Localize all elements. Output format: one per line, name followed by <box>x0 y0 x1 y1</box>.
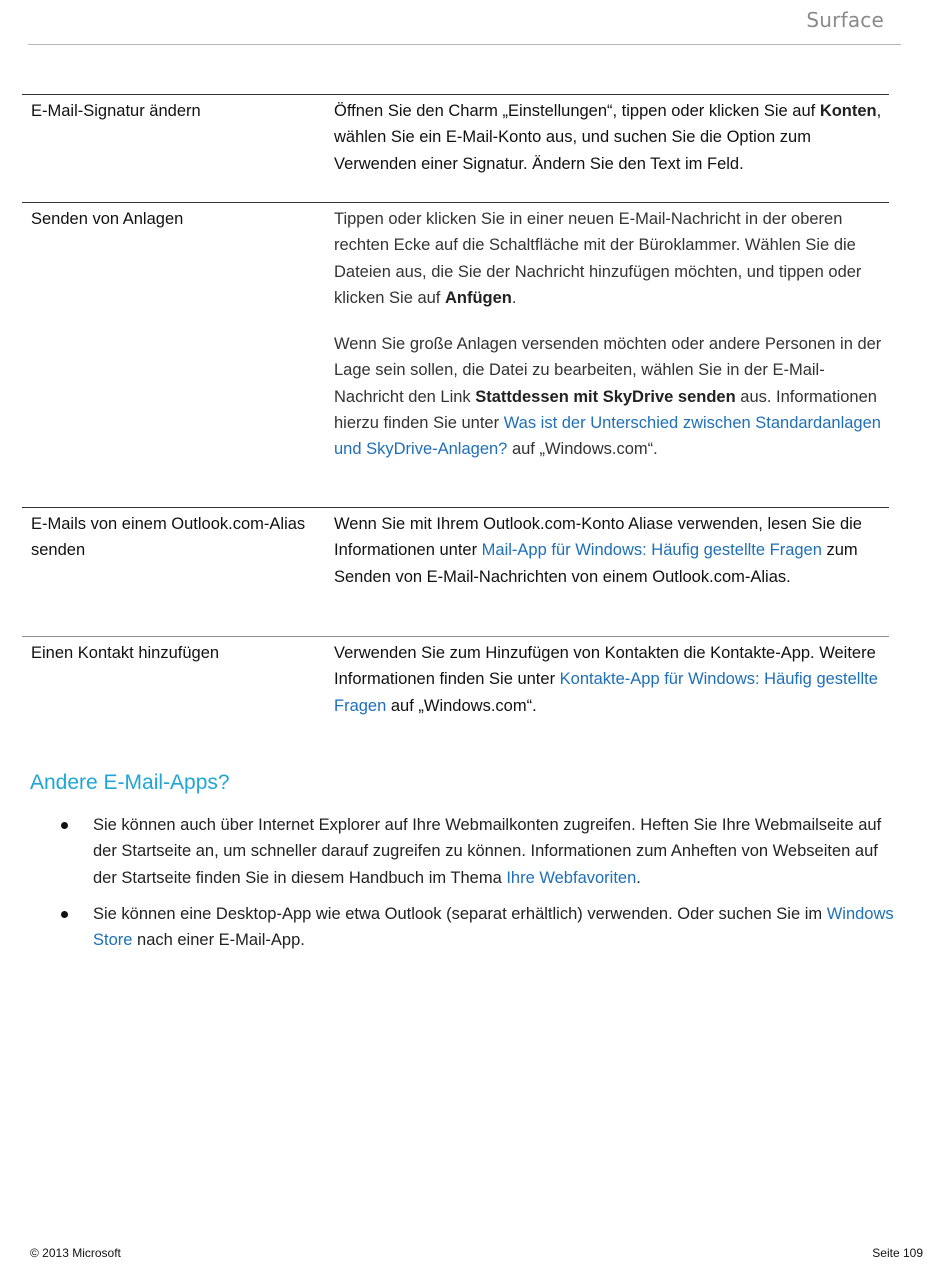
text: Tippen oder klicken Sie in einer neuen E-Mail-Nachricht in der oberen rechten Ecke auf die Schaltfläche mit der Büroklammer. Wählen Sie die Dateien aus, die Sie der Nachricht hinzufügen möchten, und tippen oder klicken Sie auf <box>334 210 862 307</box>
text: Wenn Sie große Anlagen versenden möchten oder andere Personen in der Lage sein sollen, die Datei zu bearbeiten, wählen Sie in der E-Mail-Nachricht den Link <box>334 335 882 406</box>
text: . <box>511 288 517 307</box>
bold-term: Stattdessen mit SkyDrive senden <box>475 387 736 406</box>
task-label: Senden von Anlagen <box>31 210 184 228</box>
table-row <box>22 202 889 507</box>
text: , wählen Sie ein E-Mail-Konto aus, und suchen Sie die Option zum Verwenden einer Signatur. Ändern Sie den Text im Feld. <box>334 102 882 173</box>
task-description <box>334 206 889 507</box>
task-label: E-Mail-Signatur ändern <box>31 102 201 120</box>
text: zum Senden von E-Mail-Nachrichten von einem Outlook.com-Alias. <box>334 541 858 586</box>
text: Wenn Sie mit Ihrem Outlook.com-Konto Aliase verwenden, lesen Sie die Informationen unter <box>334 515 862 560</box>
link-windows-store[interactable]: Windows Store <box>93 904 894 950</box>
table-row <box>22 636 889 740</box>
link-webfavorites[interactable]: Ihre Webfavoriten <box>506 868 637 887</box>
text: Verwenden Sie zum Hinzufügen von Kontakten die Kontakte-App. Weitere Informationen finden Sie unter <box>334 644 876 689</box>
section-heading: Andere E-Mail-Apps? <box>30 771 230 794</box>
task-description <box>334 511 889 636</box>
task-description <box>334 98 889 202</box>
copyright: © 2013 Microsoft <box>30 1246 121 1260</box>
task-description <box>334 640 889 740</box>
task-label: E-Mails von einem Outlook.com-Alias senden <box>31 515 306 560</box>
bullet-icon <box>61 911 68 918</box>
info-table <box>22 94 889 740</box>
table-row <box>22 94 889 202</box>
link-mail-app-faq[interactable]: Mail-App für Windows: Häufig gestellte Fragen <box>481 541 822 560</box>
bold-term: Anfügen <box>444 288 512 307</box>
page-number: Seite 109 <box>872 1246 923 1260</box>
brand-logo-text: Surface <box>806 8 884 32</box>
text: Sie können auch über Internet Explorer auf Ihre Webmailkonten zugreifen. Heften Sie Ihre Webmailseite auf der Startseite an, um schneller darauf zugreifen zu können. Informationen zum Anheften von Webseiten auf der Startseite finden Sie in diesem Handbuch im Thema <box>93 816 882 887</box>
text: Öffnen Sie den Charm „Einstellungen“, tippen oder klicken Sie auf <box>334 102 820 120</box>
link-contacts-app-faq[interactable]: Kontakte-App für Windows: Häufig gestellte Fragen <box>334 670 878 715</box>
header-divider <box>28 44 901 45</box>
list-item <box>30 901 898 954</box>
text: . <box>636 868 641 887</box>
text: auf „Windows.com“. <box>386 696 537 715</box>
text: Sie können eine Desktop-App wie etwa Outlook (separat erhältlich) verwenden. Oder suchen Sie im <box>93 904 827 923</box>
bullet-icon <box>61 822 68 829</box>
bold-term: Konten <box>819 102 877 120</box>
list-item <box>30 812 898 891</box>
bullet-list <box>30 812 898 963</box>
text: nach einer E-Mail-App. <box>132 931 305 950</box>
table-row <box>22 507 889 636</box>
task-label: Einen Kontakt hinzufügen <box>31 644 220 662</box>
text: auf „Windows.com“. <box>507 440 658 459</box>
link-attachments-difference[interactable]: Was ist der Unterschied zwischen Standardanlagen und SkyDrive-Anlagen? <box>334 414 881 459</box>
text: aus. Informationen hierzu finden Sie unter <box>334 387 877 433</box>
